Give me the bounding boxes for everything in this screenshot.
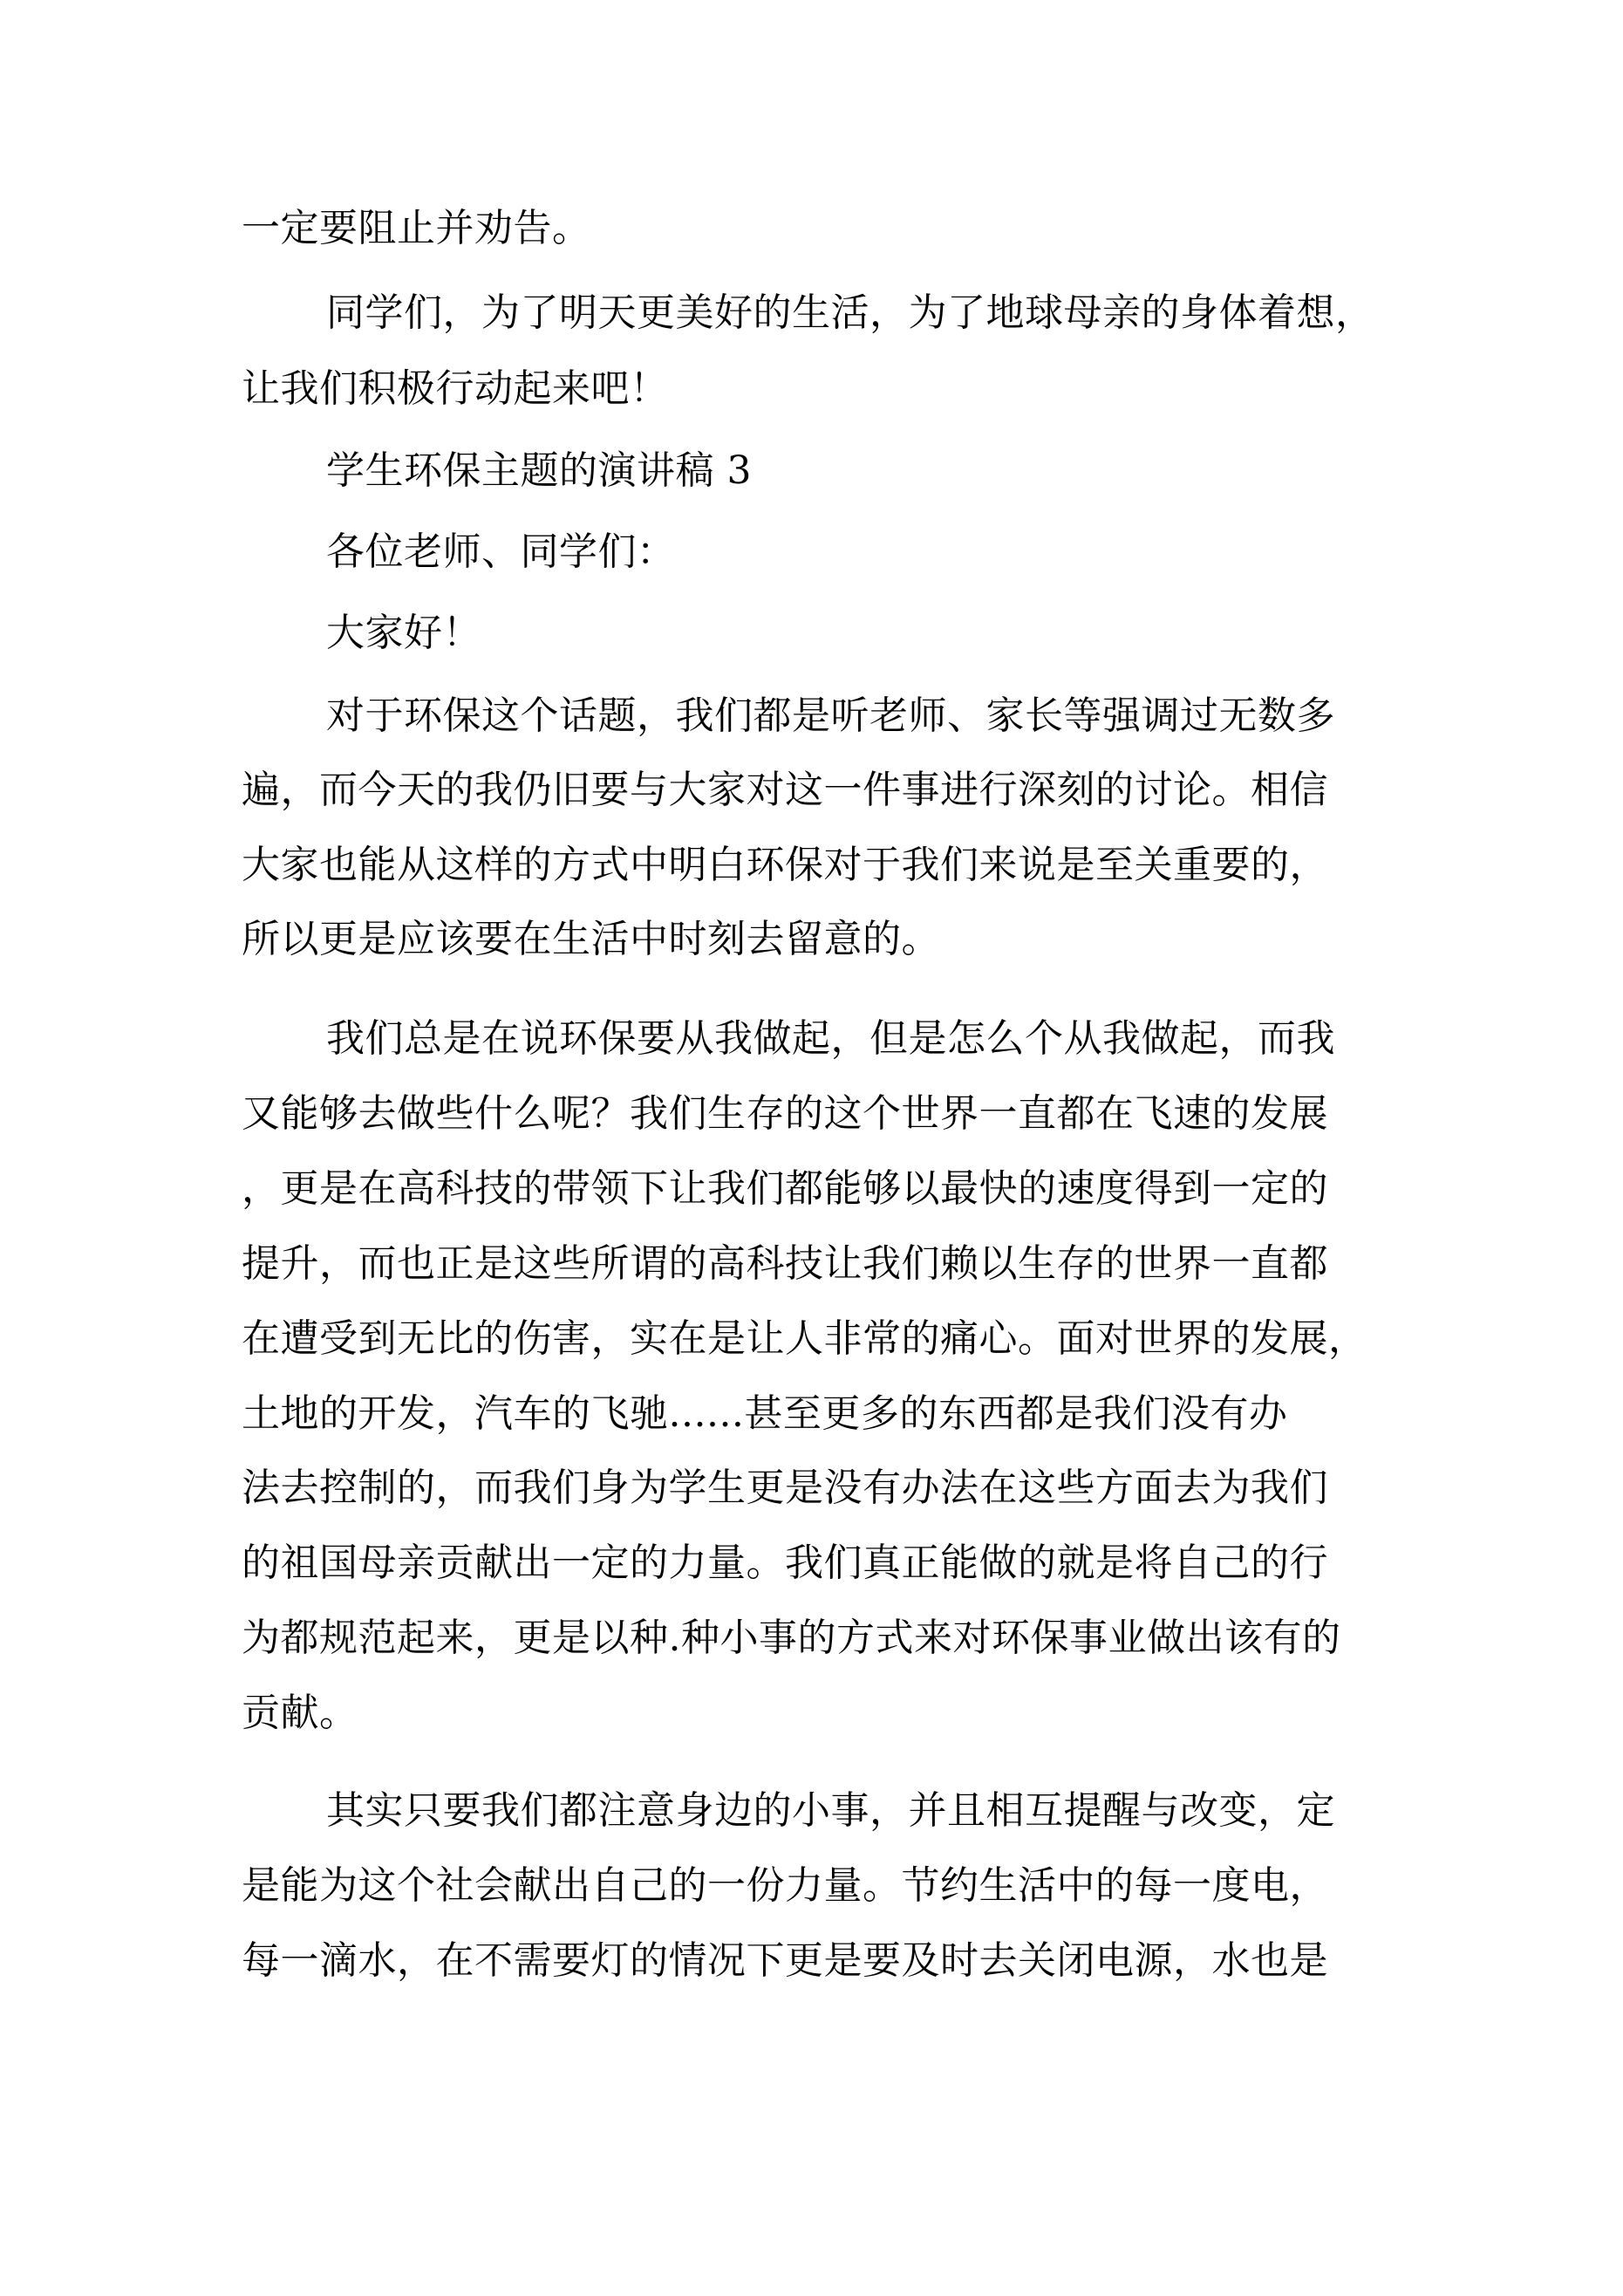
text-line: 大家也能从这样的方式中明白环保对于我们来说是至关重要的， [242,843,1328,887]
paragraph-line: 其实只要我们都注意身边的小事，并且相互提醒与改变，定 [326,1788,1335,1833]
salutation: 各位老师、同学们： [326,530,676,574]
text-line: 提升，而也正是这些所谓的高科技让我们赖以生存的世界一直都 [242,1241,1328,1286]
text-line: 让我们积极行动起来吧！ [242,366,669,411]
text-line: 每一滴水，在不需要灯的情况下更是要及时去关闭电源，水也是 [242,1938,1328,1983]
text-line: 一定要阻止并劝告。 [242,206,591,250]
text-line: 是能为这个社会献出自己的一份力量。节约生活中的每一度电， [242,1863,1328,1908]
text-line: 法去控制的，而我们身为学生更是没有办法在这些方面去为我们 [242,1466,1328,1510]
text-line: 在遭受到无比的伤害，实在是让人非常的痛心。面对世界的发展， [242,1316,1367,1361]
paragraph-line: 我们总是在说环保要从我做起，但是怎么个从我做起，而我 [326,1016,1335,1061]
text-line: 遍，而今天的我仍旧要与大家对这一件事进行深刻的讨论。相信 [242,768,1328,812]
text-line: ，更是在高科技的带领下让我们都能够以最快的速度得到一定的 [242,1166,1328,1211]
text-line: 的祖国母亲贡献出一定的力量。我们真正能做的就是将自己的行 [242,1541,1328,1585]
section-heading: 学生环保主题的演讲稿 3 [326,448,752,493]
greeting: 大家好！ [326,611,481,655]
text-line: 所以更是应该要在生活中时刻去留意的。 [242,917,940,961]
text-line: 又能够去做些什么呢？我们生存的这个世界一直都在飞速的发展 [242,1091,1328,1136]
paragraph-line: 对于环保这个话题，我们都是听老师、家长等强调过无数多 [326,694,1335,738]
paragraph-line: 同学们，为了明天更美好的生活，为了地球母亲的身体着想， [326,290,1374,335]
text-line: 为都规范起来，更是以种.种小事的方式来对环保事业做出该有的 [242,1616,1341,1660]
text-line: 贡献。 [242,1691,358,1735]
text-line: 土地的开发，汽车的飞驰......甚至更多的东西都是我们没有办 [242,1391,1288,1436]
